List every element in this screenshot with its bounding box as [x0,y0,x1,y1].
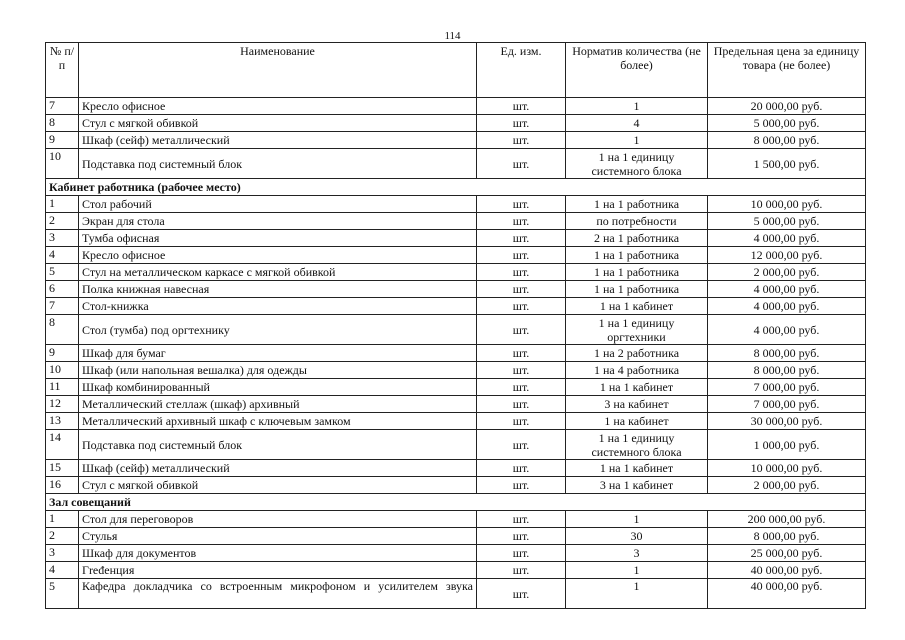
table-row [46,396,866,413]
row-number: 16 [46,477,79,494]
table-row [46,149,866,179]
row-name: Полка книжная навесная [79,281,477,298]
row-unit: шт. [477,379,566,396]
row-name: Стул на металлическом каркасе с мягкой обивкой [79,264,477,281]
row-quantity: 1 на 1 работника [566,247,708,264]
row-name: Шкаф (сейф) металлический [79,132,477,149]
row-quantity: 1 на кабинет [566,413,708,430]
row-unit: шт. [477,413,566,430]
furniture-norms-table [45,42,866,609]
row-quantity: 1 на 1 кабинет [566,379,708,396]
table-row [46,545,866,562]
row-number: 7 [46,98,79,115]
row-number: 8 [46,315,79,345]
table-row [46,98,866,115]
row-number: 13 [46,413,79,430]
table-row [46,247,866,264]
row-price: 20 000,00 руб. [708,98,866,115]
table-row [46,477,866,494]
header-quantity-norm: Норматив количества (не более) [566,43,708,98]
row-price: 10 000,00 руб. [708,460,866,477]
table-row [46,362,866,379]
header-number: № п/п [46,43,79,98]
section-row [46,179,866,196]
row-price: 200 000,00 руб. [708,511,866,528]
row-number: 3 [46,230,79,247]
table-row [46,562,866,579]
row-unit: шт. [477,115,566,132]
row-quantity: 1 [566,98,708,115]
table-row [46,196,866,213]
row-number: 1 [46,196,79,213]
page-number: 114 [444,30,461,42]
row-number: 11 [46,379,79,396]
row-unit: шт. [477,460,566,477]
table-row [46,264,866,281]
row-price: 8 000,00 руб. [708,345,866,362]
row-price: 4 000,00 руб. [708,281,866,298]
row-quantity: 30 [566,528,708,545]
row-name: Стол-книжка [79,298,477,315]
row-number: 9 [46,345,79,362]
row-price: 40 000,00 руб. [708,562,866,579]
row-number: 14 [46,430,79,460]
row-number: 5 [46,264,79,281]
row-price: 8 000,00 руб. [708,132,866,149]
row-name: Шкаф комбинированный [79,379,477,396]
table-row [46,460,866,477]
row-name: Металлический архивный шкаф с ключевым замком [79,413,477,430]
row-quantity: 3 [566,545,708,562]
row-number: 5 [46,579,79,609]
row-price: 5 000,00 руб. [708,115,866,132]
row-name: Экран для стола [79,213,477,230]
row-number: 2 [46,528,79,545]
table-body [46,98,866,609]
row-unit: шт. [477,528,566,545]
header-max-price: Предельная цена за единицу товара (не более) [708,43,866,98]
row-name: Металлический стеллаж (шкаф) архивный [79,396,477,413]
row-price: 25 000,00 руб. [708,545,866,562]
row-quantity: 1 на 2 работника [566,345,708,362]
row-unit: шт. [477,196,566,213]
row-unit: шт. [477,213,566,230]
row-name: Стул с мягкой обивкой [79,477,477,494]
table-row [46,298,866,315]
row-price: 4 000,00 руб. [708,315,866,345]
row-unit: шт. [477,264,566,281]
row-name: Подставка под системный блок [79,149,477,179]
row-number: 4 [46,562,79,579]
row-price: 7 000,00 руб. [708,396,866,413]
row-number: 15 [46,460,79,477]
row-price: 30 000,00 руб. [708,413,866,430]
row-quantity: 1 на 1 работника [566,264,708,281]
row-unit: шт. [477,298,566,315]
row-unit: шт. [477,345,566,362]
row-name: Шкаф (сейф) металлический [79,460,477,477]
row-quantity: 2 на 1 работника [566,230,708,247]
row-number: 8 [46,115,79,132]
row-name: Кресло офисное [79,98,477,115]
row-quantity: 1 на 1 единицу оргтехники [566,315,708,345]
row-price: 8 000,00 руб. [708,362,866,379]
row-unit: шт. [477,281,566,298]
row-price: 1 500,00 руб. [708,149,866,179]
table-row [46,430,866,460]
section-row [46,494,866,511]
row-price: 8 000,00 руб. [708,528,866,545]
row-number: 7 [46,298,79,315]
row-unit: шт. [477,562,566,579]
row-unit: шт. [477,511,566,528]
row-name: Стол (тумба) под оргтехнику [79,315,477,345]
row-unit: шт. [477,315,566,345]
row-quantity: 3 на 1 кабинет [566,477,708,494]
row-name: Подставка под системный блок [79,430,477,460]
row-unit: шт. [477,477,566,494]
row-unit: шт. [477,230,566,247]
row-number: 3 [46,545,79,562]
row-quantity: 1 на 1 работника [566,196,708,213]
row-quantity: 1 [566,579,708,609]
row-name: Кафедра докладчика со встроенным микрофоном и усилителем звука [79,579,477,609]
row-price: 7 000,00 руб. [708,379,866,396]
row-number: 10 [46,149,79,179]
table-row [46,115,866,132]
row-price: 2 000,00 руб. [708,264,866,281]
row-unit: шт. [477,545,566,562]
row-price: 4 000,00 руб. [708,230,866,247]
row-name: Стол рабочий [79,196,477,213]
row-price: 5 000,00 руб. [708,213,866,230]
row-number: 10 [46,362,79,379]
table-row [46,230,866,247]
section-title: Кабинет работника (рабочее место) [46,179,866,196]
row-name: Шкаф для бумаг [79,345,477,362]
row-unit: шт. [477,247,566,264]
table-row [46,345,866,362]
header-name: Наименование [79,43,477,98]
row-price: 2 000,00 руб. [708,477,866,494]
table-row [46,213,866,230]
row-name: Стулья [79,528,477,545]
row-name: Шкаф для документов [79,545,477,562]
row-quantity: 1 на 1 единицу системного блока [566,149,708,179]
table-header-row [46,43,866,98]
row-unit: шт. [477,362,566,379]
table-row [46,511,866,528]
row-quantity: 1 на 4 работника [566,362,708,379]
table-row [46,579,866,609]
row-quantity: 1 [566,562,708,579]
row-unit: шт. [477,149,566,179]
table-row [46,379,866,396]
row-number: 6 [46,281,79,298]
row-unit: шт. [477,430,566,460]
row-name: Гređенция [79,562,477,579]
row-unit: шт. [477,579,566,609]
row-name: Тумба офисная [79,230,477,247]
row-quantity: 1 [566,511,708,528]
header-unit: Ед. изм. [477,43,566,98]
row-number: 1 [46,511,79,528]
row-quantity: 1 на 1 кабинет [566,460,708,477]
row-name: Стул с мягкой обивкой [79,115,477,132]
table-row [46,132,866,149]
row-number: 2 [46,213,79,230]
row-price: 4 000,00 руб. [708,298,866,315]
row-unit: шт. [477,396,566,413]
row-name: Кресло офисное [79,247,477,264]
row-number: 12 [46,396,79,413]
row-number: 4 [46,247,79,264]
section-title: Зал совещаний [46,494,866,511]
row-quantity: по потребности [566,213,708,230]
row-price: 10 000,00 руб. [708,196,866,213]
table-row [46,413,866,430]
row-quantity: 1 на 1 работника [566,281,708,298]
row-quantity: 4 [566,115,708,132]
row-name: Шкаф (или напольная вешалка) для одежды [79,362,477,379]
row-price: 40 000,00 руб. [708,579,866,609]
row-unit: шт. [477,98,566,115]
row-price: 12 000,00 руб. [708,247,866,264]
row-quantity: 3 на кабинет [566,396,708,413]
table-row [46,281,866,298]
table-row [46,528,866,545]
row-name: Стол для переговоров [79,511,477,528]
row-quantity: 1 на 1 единицу системного блока [566,430,708,460]
row-quantity: 1 [566,132,708,149]
table-row [46,315,866,345]
row-unit: шт. [477,132,566,149]
row-price: 1 000,00 руб. [708,430,866,460]
row-number: 9 [46,132,79,149]
row-quantity: 1 на 1 кабинет [566,298,708,315]
